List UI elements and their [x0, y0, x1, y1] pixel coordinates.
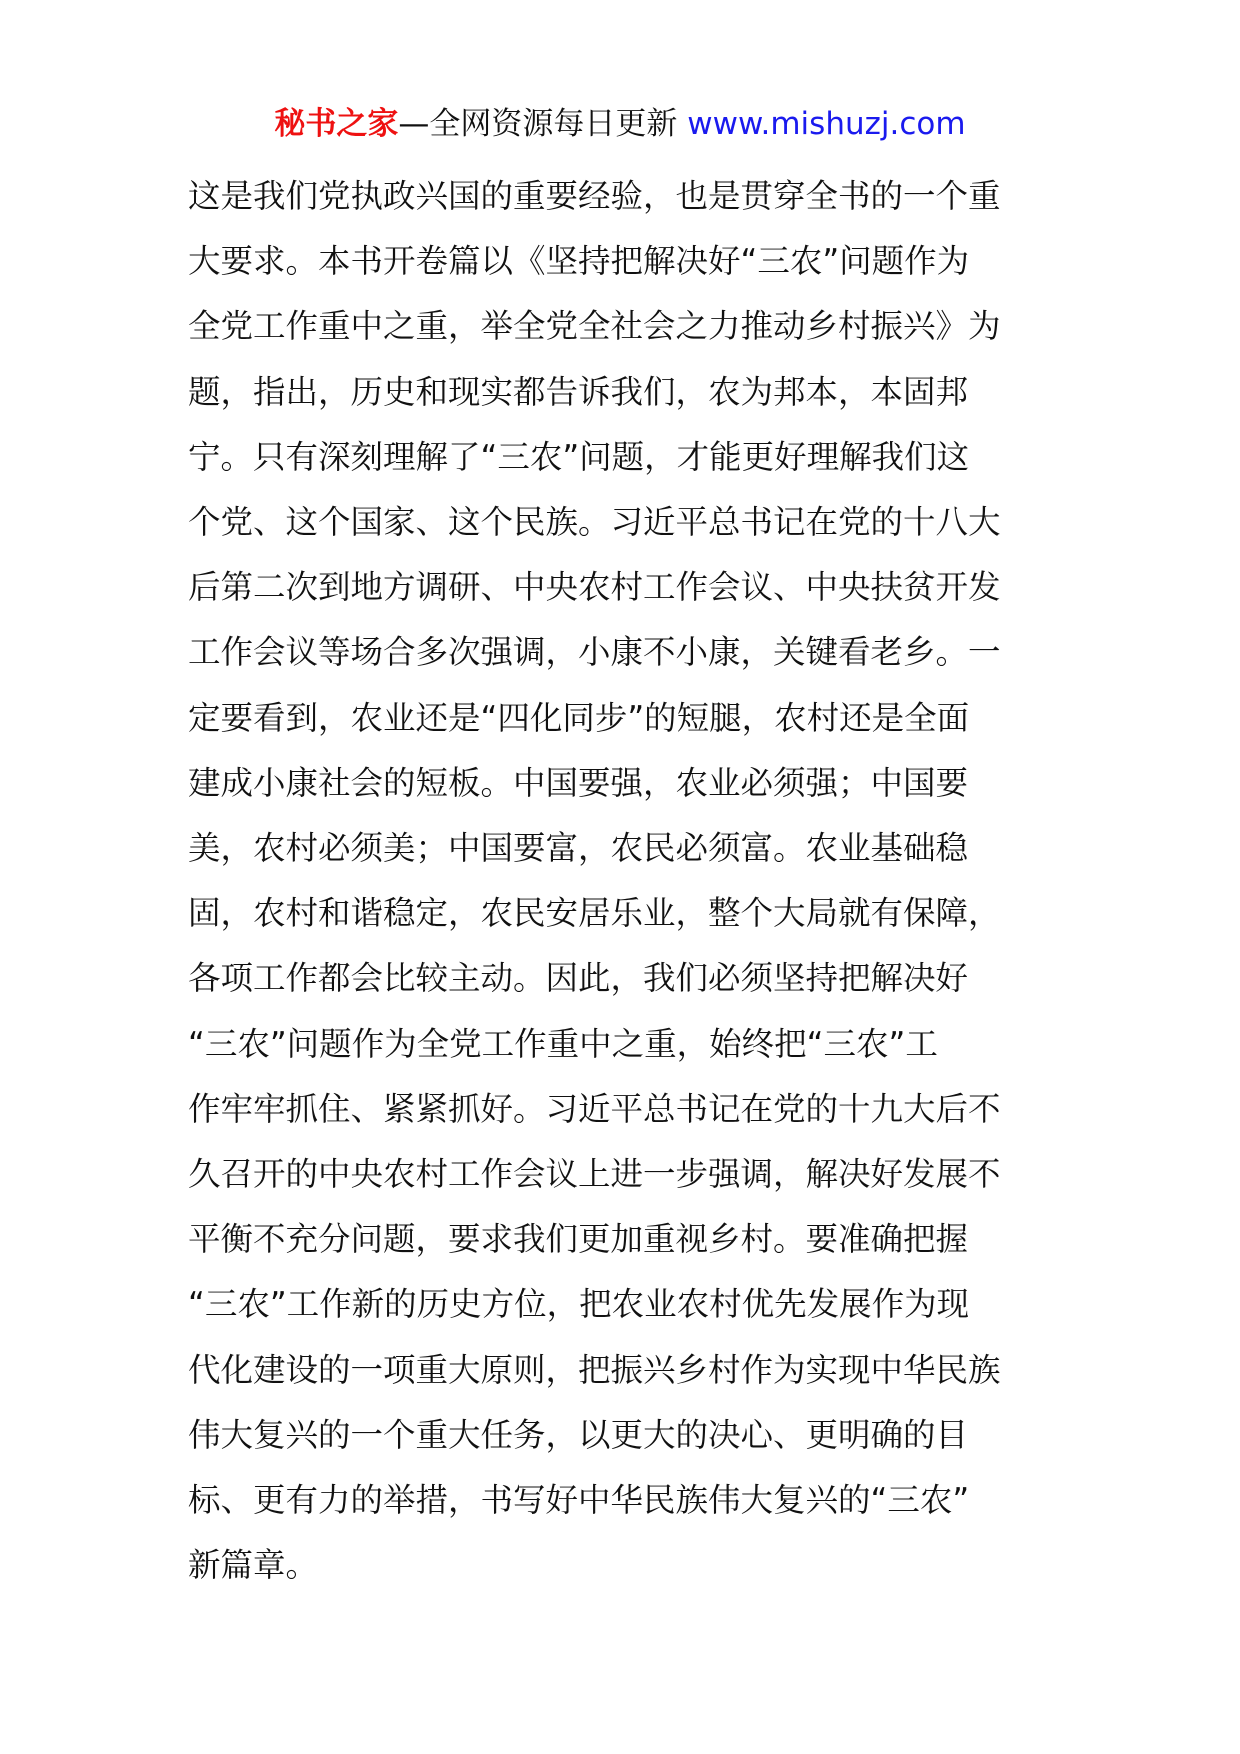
text-line: “三农”问题作为全党工作重中之重，始终把“三农”工 [188, 1024, 938, 1063]
page-header [0, 104, 1240, 144]
text-line: 固，农村和谐稳定，农民安居乐业，整个大局就有保障， [188, 894, 1001, 933]
text-line: 新篇章。 [188, 1546, 319, 1585]
text-line: 建成小康社会的短板。中国要强，农业必须强；中国要 [188, 763, 969, 802]
text-line: 宁。只有深刻理解了“三农”问题，才能更好理解我们这 [188, 437, 970, 476]
text-line: 伟大复兴的一个重大任务，以更大的决心、更明确的目 [188, 1415, 969, 1454]
site-url-link[interactable]: www.mishuzj.com [687, 106, 966, 142]
header-tagline: —全网资源每日更新 [398, 106, 688, 142]
text-line: 题，指出，历史和现实都告诉我们，农为邦本，本固邦 [188, 372, 969, 411]
text-line: “三农”工作新的历史方位，把农业农村优先发展作为现 [188, 1285, 970, 1324]
article-body [188, 164, 1058, 1598]
text-line: 各项工作都会比较主动。因此，我们必须坚持把解决好 [188, 959, 969, 998]
text-line: 这是我们党执政兴国的重要经验，也是贯穿全书的一个重 [188, 177, 1001, 215]
text-line: 久召开的中央农村工作会议上进一步强调，解决好发展不 [188, 1155, 1001, 1194]
text-line: 后第二次到地方调研、中央农村工作会议、中央扶贫开发 [188, 568, 1001, 607]
text-line: 工作会议等场合多次强调，小康不小康，关键看老乡。一 [188, 633, 1001, 672]
text-line: 美，农村必须美；中国要富，农民必须富。农业基础稳 [188, 829, 969, 868]
text-line: 定要看到，农业还是“四化同步”的短腿，农村还是全面 [188, 698, 970, 737]
text-line: 个党、这个国家、这个民族。习近平总书记在党的十八大 [188, 503, 1001, 542]
text-line: 作牢牢抓住、紧紧抓好。习近平总书记在党的十九大后不 [188, 1089, 1001, 1128]
text-line: 标、更有力的举措，书写好中华民族伟大复兴的“三农” [188, 1481, 970, 1520]
text-line: 平衡不充分问题，要求我们更加重视乡村。要准确把握 [188, 1220, 969, 1259]
text-line: 全党工作重中之重，举全党全社会之力推动乡村振兴》为 [188, 307, 1001, 346]
text-line: 代化建设的一项重大原则，把振兴乡村作为实现中华民族 [188, 1350, 1001, 1389]
brand-name: 秘书之家 [274, 106, 399, 142]
text-line: 大要求。本书开卷篇以《坚持把解决好“三农”问题作为 [188, 242, 970, 281]
